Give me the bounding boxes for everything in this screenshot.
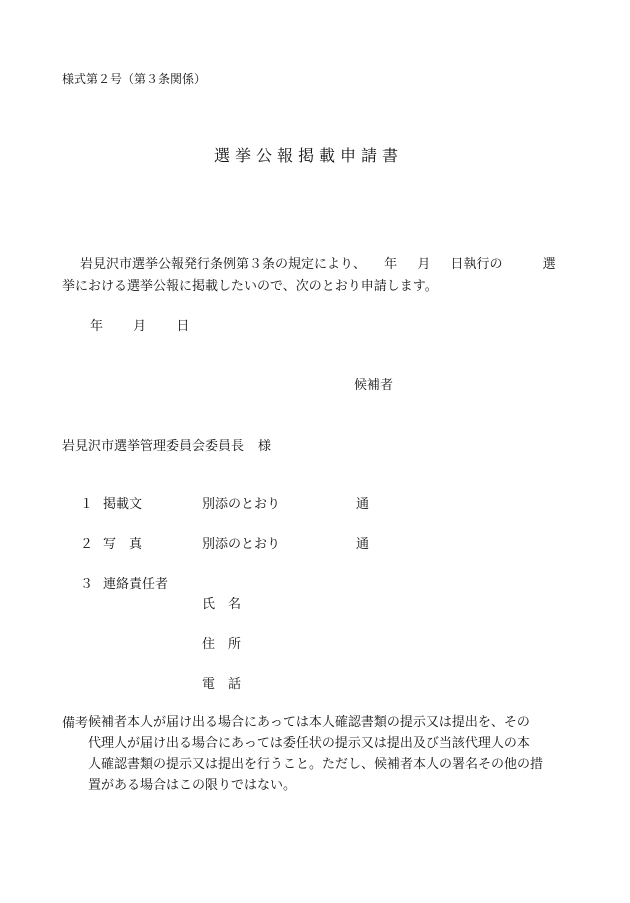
page-title: 選挙公報掲載申請書 — [214, 146, 404, 165]
addressee-name: 岩見沢市選挙管理委員会委員長 — [62, 439, 245, 454]
date-month: 月 — [133, 319, 147, 334]
item-3-label: 連絡責任者 — [103, 577, 169, 592]
intro-year-label: 年 — [384, 257, 398, 272]
form-number: 様式第２号（第３条関係） — [62, 72, 207, 86]
contact-phone-label: 電 話 — [202, 677, 242, 692]
intro-day-label: 日執行の — [450, 257, 503, 272]
note-label: 備考 — [62, 716, 89, 731]
contact-name-label: 氏 名 — [202, 597, 242, 612]
contact-address-label: 住 所 — [202, 637, 242, 652]
intro-line-1 — [80, 253, 556, 272]
note-text — [88, 712, 558, 796]
date-year: 年 — [90, 319, 104, 334]
item-2-label: 写 真 — [103, 537, 143, 552]
note-line-1: 候補者本人が届け出る場合にあっては本人確認書類の提示又は提出を、その — [88, 715, 530, 730]
date-day: 日 — [176, 319, 190, 334]
item-1-number: １ — [80, 497, 94, 512]
item-1-label: 掲載文 — [103, 497, 143, 512]
intro-text-a: 岩見沢市選挙公報発行条例第３条の規定により、 — [80, 257, 367, 272]
addressee-honorific: 様 — [258, 439, 272, 454]
candidate-label: 候補者 — [354, 378, 394, 393]
note-line-3: 人確認書類の提示又は提出を行うこと。ただし、候補者本人の署名その他の措 — [88, 757, 544, 772]
item-1-value: 別添のとおり — [202, 497, 281, 512]
intro-line-2: 挙における選挙公報に掲載したいので、次のとおり申請します。 — [62, 279, 438, 294]
item-2-value: 別添のとおり — [202, 537, 281, 552]
intro-text-c: 選 — [542, 257, 556, 272]
intro-month-label: 月 — [417, 257, 431, 272]
item-1-unit: 通 — [356, 497, 370, 512]
addressee — [62, 435, 271, 454]
item-2-unit: 通 — [356, 537, 370, 552]
application-date — [90, 315, 215, 334]
item-2-number: ２ — [80, 537, 94, 552]
note-line-4: 置がある場合はこの限りではない。 — [88, 778, 297, 793]
item-3-number: ３ — [80, 577, 94, 592]
note-line-2: 代理人が届け出る場合にあっては委任状の提示又は提出及び当該代理人の本 — [88, 736, 530, 751]
